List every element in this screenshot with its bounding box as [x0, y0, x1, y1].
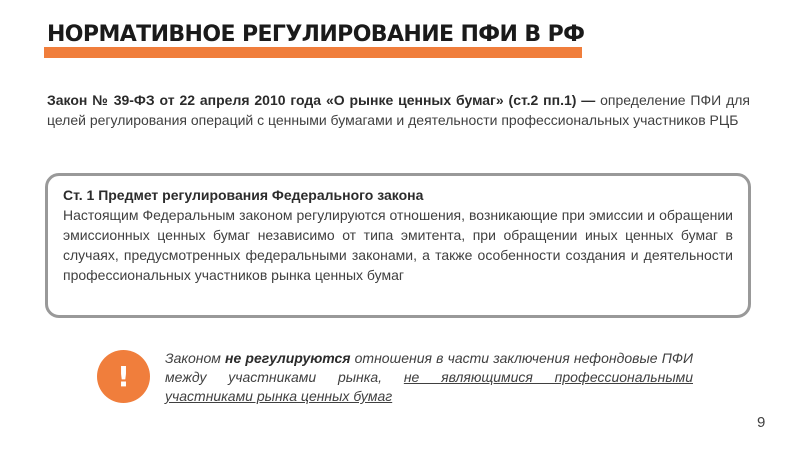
note-underlined: не являющимися профессиональными участниками рынка ценных бумаг — [165, 369, 693, 404]
law-reference: Закон № 39-ФЗ от 22 апреля 2010 года «О рынке ценных бумаг» (ст.2 пп.1) — — [47, 92, 596, 108]
exclamation-icon — [97, 350, 150, 403]
article-text: Настоящим Федеральным законом регулируются отношения, возникающие при эмиссии и обращении эмиссионных ценных бумаг независимо от типа эмитента, при обращении иных ценных бумаг в случаях, предусмотренных федеральными законами, а также особенности создания и деятельности профессиональных участников рынка ценных бумаг — [63, 207, 733, 283]
exclamation-glyph: ! — [117, 359, 130, 393]
article-title: Ст. 1 Предмет регулирования Федерального закона — [63, 187, 424, 203]
slide-title: НОРМАТИВНОЕ РЕГУЛИРОВАНИЕ ПФИ В РФ — [47, 22, 585, 47]
intro-paragraph — [47, 90, 750, 130]
title-accent-bar — [44, 47, 582, 58]
article-box — [45, 173, 751, 318]
intro-text: определение ПФИ для целей регулирования операций с ценными бумагами и деятельности профессиональных участников РЦБ — [47, 92, 750, 128]
note-paragraph — [165, 349, 693, 406]
note-text-start: Законом — [165, 350, 226, 366]
note-text-middle: отношения в части заключения нефондовые ПФИ между участниками рынка, — [165, 350, 693, 385]
page-number: 9 — [757, 414, 766, 431]
note-emphasis: не регулируются — [225, 350, 351, 366]
